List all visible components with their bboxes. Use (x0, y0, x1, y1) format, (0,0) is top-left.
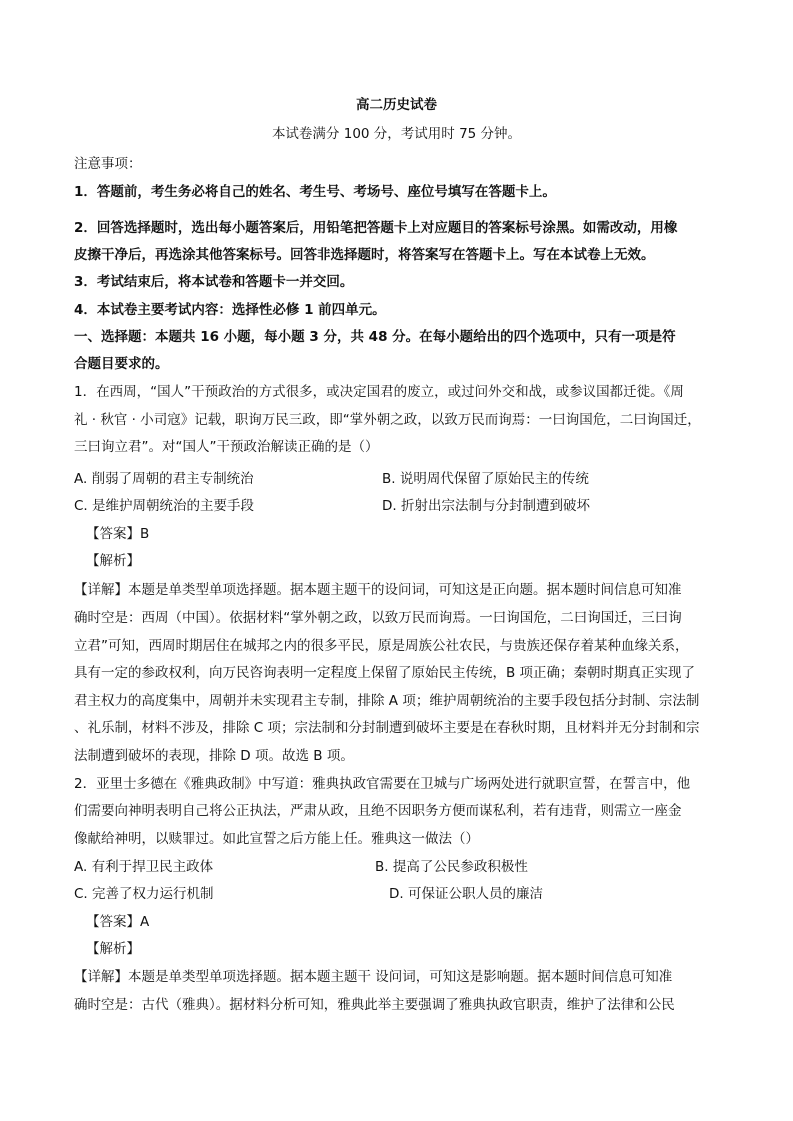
notice-item: 3．考试结束后，将本试卷和答题卡一并交回。 (74, 274, 354, 290)
q1-analysis-label: 【解析】 (86, 553, 140, 569)
q2-analysis-label: 【解析】 (86, 941, 140, 957)
q1-stem-line: 三曰询立君”。对“国人”干预政治解读正确的是（） (74, 439, 379, 455)
notice-item: 皮擦干净后，再选涂其他答案标号。回答非选择题时，将答案写在答题卡上。写在本试卷上无效。 (74, 247, 655, 263)
section-heading: 一、选择题：本题共 16 小题，每小题 3 分，共 48 分。在每小题给出的四个选项中，只有一项是符 (74, 329, 676, 345)
q1-stem-line: 1．在西周，“国人”干预政治的方式很多，或决定国君的废立，或过问外交和战，或参议国都迁徙。《周 (74, 384, 684, 400)
q2-detail-line: 【详解】本题是单类型单项选择题。据本题主题干 设问词，可知这是影响题。据本题时间信息可知准 (74, 969, 673, 985)
q2-stem-line: 们需要向神明表明自己将公正执法，严肃从政，且绝不因职务方便而谋私利，若有违背，则需立一座金 (74, 803, 682, 819)
q2-option-d: D. 可保证公职人员的廉洁 (389, 886, 543, 902)
q1-option-d: D. 折射出宗法制与分封制遭到破坏 (382, 498, 590, 514)
q1-detail-line: 具有一定的参政权利，向万民咨询表明一定程度上保留了原始民主传统，B 项正确；秦朝时期真正实现了 (74, 665, 696, 681)
page-title: 高二历史试卷 (356, 97, 437, 113)
page-subtitle: 本试卷满分 100 分，考试用时 75 分钟。 (271, 126, 522, 142)
q1-detail-line: 、礼乐制，材料不涉及，排除 C 项；宗法制和分封制遭到破坏主要是在春秋时期，且材料并无分封制和宗 (74, 720, 700, 736)
q2-stem-line: 2．亚里士多德在《雅典政制》中写道：雅典执政官需要在卫城与广场两处进行就职宣誓，在誓言中，他 (74, 776, 691, 792)
q2-stem-line: 像献给神明，以赎罪过。如此宣誓之后方能上任。雅典这一做法（） (74, 831, 479, 847)
notice-item: 4．本试卷主要考试内容：选择性必修 1 前四单元。 (74, 302, 386, 318)
q1-stem-line: 礼 · 秋官 · 小司寇》记载，职询万民三政，即“掌外朝之政，以致万民而询焉：一曰询国危，二曰询国迁， (74, 412, 701, 428)
q1-detail-line: 确时空是：西周（中国）。依据材料“掌外朝之政，以致万民而询焉。一曰询国危，二曰询国迁，三曰询 (74, 610, 682, 626)
q2-detail-line: 确时空是：古代（雅典）。据材料分析可知，雅典此举主要强调了雅典执政官职责，维护了法律和公民 (74, 997, 675, 1013)
q1-detail-line: 立君”可知，西周时期居住在城邦之内的很多平民，原是周族公社农民，与贵族还保存着某种血缘关系， (74, 638, 689, 654)
q1-detail-line: 【详解】本题是单类型单项选择题。据本题主题干的设问词，可知这是正向题。据本题时间信息可知准 (74, 582, 682, 598)
q1-option-a: A. 削弱了周朝的君主专制统治 (74, 471, 254, 487)
q1-option-c: C. 是维护周朝统治的主要手段 (74, 498, 255, 514)
q1-detail-line: 君主权力的高度集中，周朝并未实现君主专制，排除 A 项；维护周朝统治的主要手段包括分封制、宗法制 (74, 693, 700, 709)
q2-option-a: A. 有利于捍卫民主政体 (74, 859, 214, 875)
q2-option-b: B. 提高了公民参政积极性 (375, 859, 528, 875)
section-heading-cont: 合题目要求的。 (74, 356, 169, 372)
q2-option-c: C. 完善了权力运行机制 (74, 886, 214, 902)
q1-detail-line: 法制遭到破坏的表现，排除 D 项。故选 B 项。 (74, 748, 354, 764)
notice-item: 1．答题前，考生务必将自己的姓名、考生号、考场号、座位号填写在答题卡上。 (74, 184, 556, 200)
notice-heading: 注意事项： (74, 156, 142, 172)
q1-answer: 【答案】B (86, 526, 150, 542)
q2-answer: 【答案】A (86, 914, 150, 930)
notice-item: 2．回答选择题时，选出每小题答案后，用铅笔把答题卡上对应题目的答案标号涂黑。如需改动，用橡 (74, 220, 678, 236)
q1-option-b: B. 说明周代保留了原始民主的传统 (382, 471, 589, 487)
